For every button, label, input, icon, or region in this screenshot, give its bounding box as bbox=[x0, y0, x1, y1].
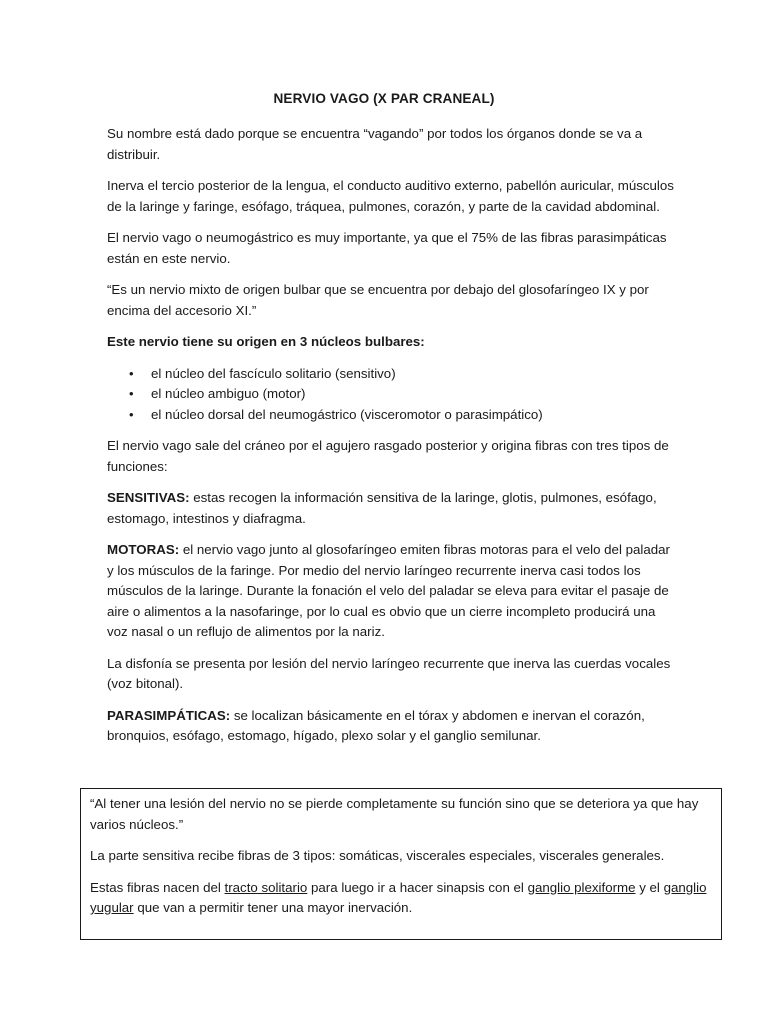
term-ganglio-plexiforme: ganglio plexiforme bbox=[527, 879, 636, 895]
summary-box bbox=[80, 788, 722, 940]
list-item-text: el núcleo del fascículo solitario (sensitivo) bbox=[151, 365, 396, 381]
document-body bbox=[107, 124, 675, 758]
summary-box-content bbox=[90, 794, 710, 930]
paragraph-nuclei-heading: Este nervio tiene su origen en 3 núcleos bulbares: bbox=[107, 334, 425, 349]
box-fibers-text: que van a permitir tener una mayor inervación. bbox=[133, 900, 413, 915]
box-fibers-origin bbox=[90, 878, 710, 919]
box-fibers-text: Estas fibras nacen del bbox=[90, 879, 225, 895]
sensitive-text: estas recogen la información sensitiva de la laringe, glotis, pulmones, esófago, estomago, intestinos y diafragma. bbox=[107, 490, 657, 526]
term-ganglio-yugular: ganglio yugular bbox=[90, 879, 707, 915]
bullet-icon: • bbox=[129, 386, 134, 401]
motor-label: MOTORAS: bbox=[107, 542, 180, 557]
paragraph-sensitive bbox=[107, 488, 675, 529]
paragraph-mixed-nerve-quote: “Es un nervio mixto de origen bulbar que se encuentra por debajo del glosofaríngeo IX y por encima del accesorio XI.” bbox=[107, 282, 649, 318]
bullet-icon: • bbox=[129, 365, 134, 381]
paragraph-innervation: Inerva el tercio posterior de la lengua, el conducto auditivo externo, pabellón auricular, músculos de la laringe y faringe, esófago, tráquea, pulmones, corazón, y parte de la cavidad abdominal. bbox=[107, 178, 674, 214]
document-title: NERVIO VAGO (X PAR CRANEAL) bbox=[273, 91, 495, 106]
bullet-icon: • bbox=[129, 406, 134, 422]
paragraph-dysphonia: La disfonía se presenta por lesión del nervio laríngeo recurrente que inerva las cuerdas vocales (voz bitonal). bbox=[107, 655, 671, 691]
list-item bbox=[107, 384, 675, 405]
paragraph-parasympathetic bbox=[107, 706, 675, 747]
sensitive-label: SENSITIVAS: bbox=[107, 490, 190, 505]
list-item bbox=[107, 364, 675, 385]
box-sensitive-fibers: La parte sensitiva recibe fibras de 3 tipos: somáticas, viscerales especiales, viscerales generales. bbox=[90, 848, 665, 863]
paragraph-exit-skull: El nervio vago sale del cráneo por el agujero rasgado posterior y origina fibras con tres tipos de funciones: bbox=[107, 438, 669, 474]
box-quote: “Al tener una lesión del nervio no se pierde completamente su función sino que se deteriora ya que hay varios núcleos.” bbox=[90, 796, 699, 832]
list-item bbox=[107, 405, 675, 426]
box-fibers-text: y el bbox=[635, 879, 664, 895]
list-item-text: el núcleo dorsal del neumogástrico (visceromotor o parasimpático) bbox=[151, 406, 543, 422]
parasympathetic-label: PARASIMPÁTICAS: bbox=[107, 707, 231, 723]
paragraph-name-origin: Su nombre está dado porque se encuentra “vagando” por todos los órganos donde se va a distribuir. bbox=[107, 126, 643, 162]
parasympathetic-text: se localizan básicamente en el tórax y abdomen e inervan el corazón, bronquios, esófago, estomago, hígado, plexo solar y el ganglio semilunar. bbox=[107, 707, 645, 743]
box-fibers-text: para luego ir a hacer sinapsis con el bbox=[307, 879, 528, 895]
nuclei-list bbox=[107, 364, 675, 426]
paragraph-motor bbox=[107, 540, 675, 643]
motor-text: el nervio vago junto al glosofaríngeo emiten fibras motoras para el velo del paladar y los músculos de la faringe. Por medio del nervio laríngeo recurrente inerva casi todos los músculos de la laringe. Durante la fonación el velo del paladar se eleva para evitar el pasaje de aire o alimentos a la nasofaringe, por lo cual es obvio que un cierre incompleto producirá una voz nasal o un reflujo de alimentos por la nariz. bbox=[107, 542, 670, 639]
paragraph-importance: El nervio vago o neumogástrico es muy importante, ya que el 75% de las fibras parasimpáticas están en este nervio. bbox=[107, 230, 667, 266]
term-tracto-solitario: tracto solitario bbox=[224, 879, 308, 895]
list-item-text: el núcleo ambiguo (motor) bbox=[151, 386, 306, 401]
